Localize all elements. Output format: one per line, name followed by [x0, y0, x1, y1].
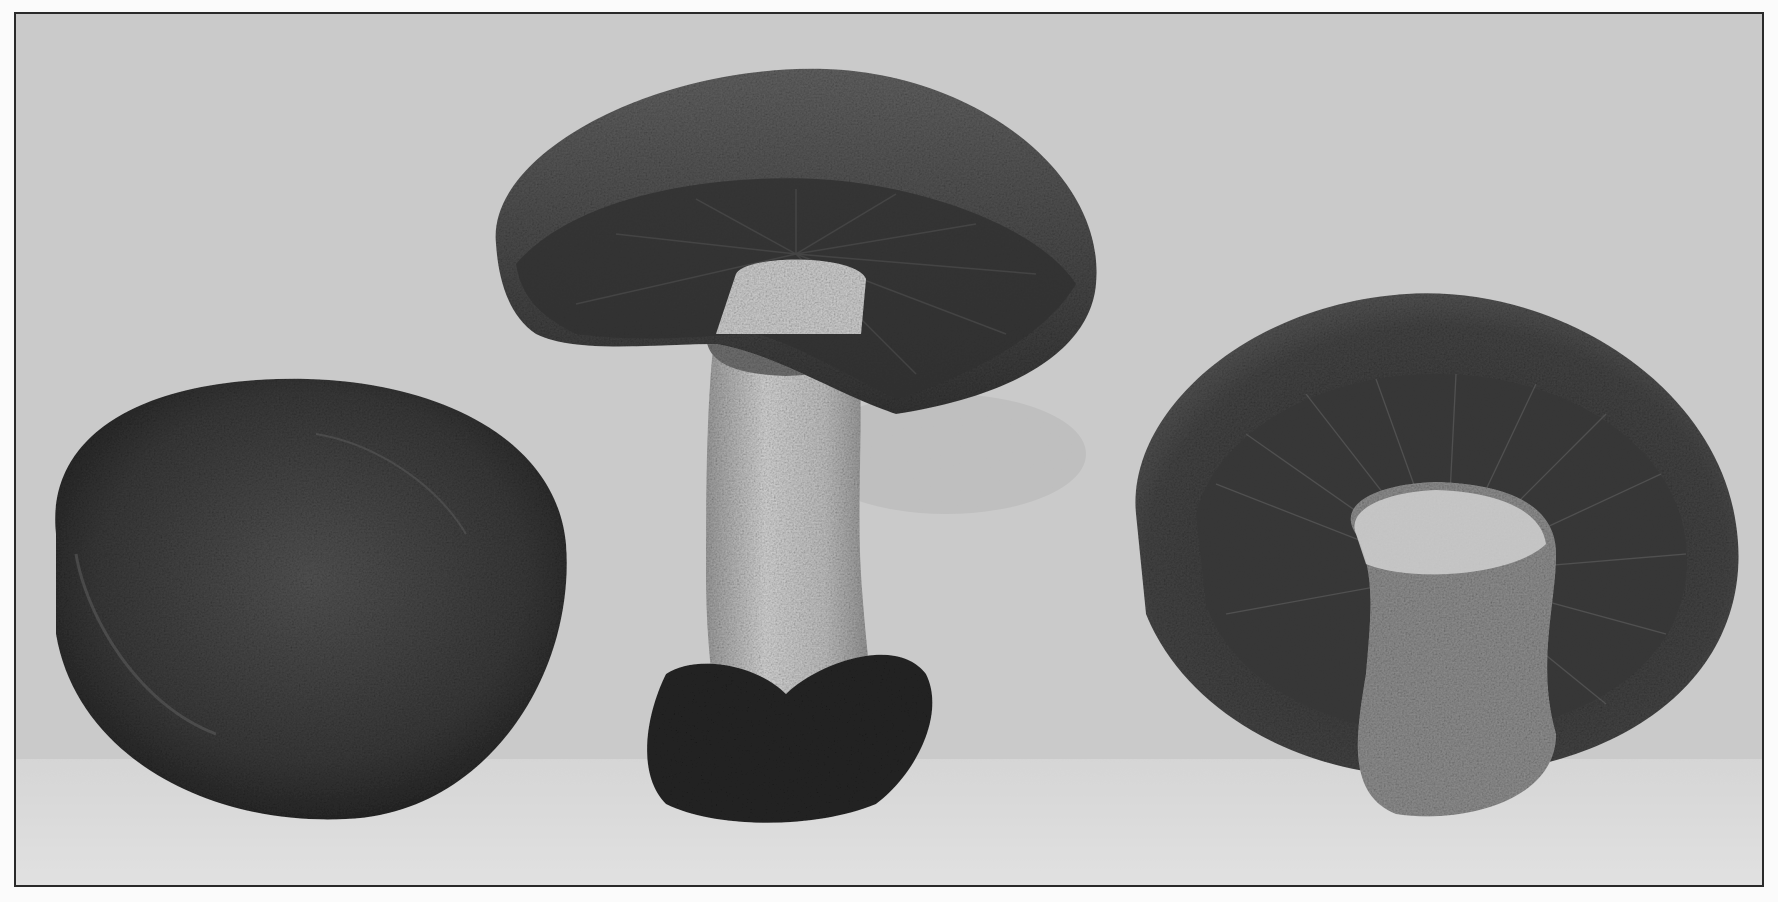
photo-frame [14, 12, 1764, 887]
photo-illustration [16, 14, 1762, 885]
halftone-grain [16, 14, 1762, 885]
